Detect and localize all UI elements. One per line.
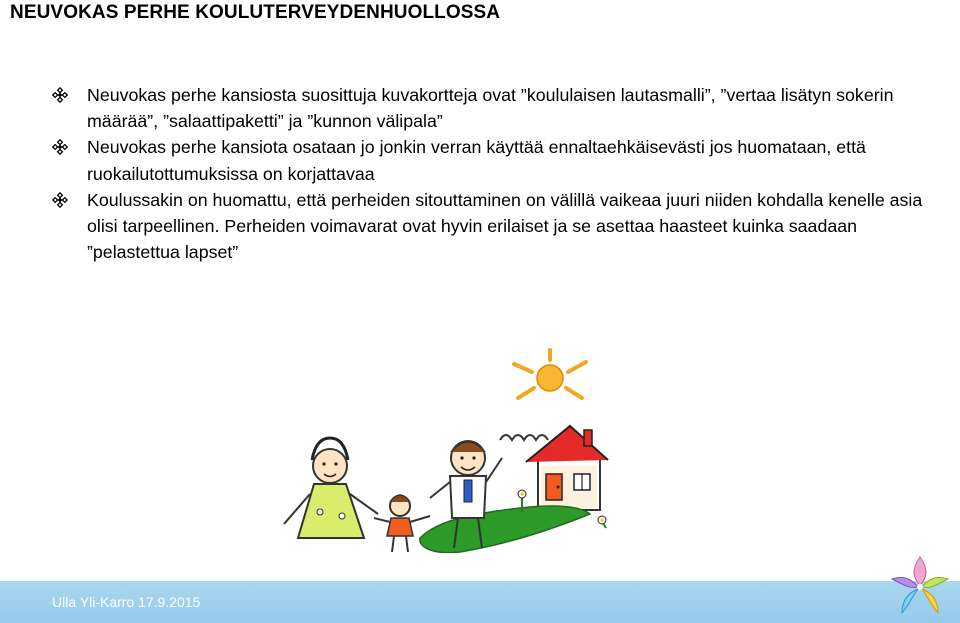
diamond-bullet-icon (52, 192, 68, 208)
page-title: NEUVOKAS PERHE KOULUTERVEYDENHUOLLOSSA (10, 2, 501, 23)
diamond-bullet-icon (52, 139, 68, 155)
flower-logo-icon (884, 553, 956, 621)
bullet-item-sitouttaminen (52, 187, 932, 266)
bullet-item-lautasmalli (52, 82, 932, 134)
bullet-text: Koulussakin on huomattu, että perheiden sitouttaminen on välillä vaikeaa juuri niiden kohdalla kenelle asia olisi tarpeellinen. Perheiden voimavarat ovat hyvin erilaiset ja se asettaa haasteet kuinka saadaan ”pelastettua lapset” (87, 189, 923, 263)
diamond-bullet-icon (52, 87, 68, 103)
bullet-list (52, 82, 932, 265)
footer-author-date: Ulla Yli-Karro 17.9.2015 (52, 594, 201, 610)
sun-icon (514, 350, 586, 398)
bullet-text: Neuvokas perhe kansiosta suosittuja kuvakortteja ovat ”koululaisen lautasmalli”, ”vertaa lisätyn sokerin määrää”, ”salaattipaketti” ja ”kunnon välipala” (87, 85, 894, 132)
bullet-item-ennaltaehkaisy (52, 134, 932, 186)
cloud-icon (500, 435, 548, 440)
mother-figure (284, 438, 378, 538)
house-icon (526, 426, 608, 510)
footer-bar (0, 581, 960, 623)
family-house-drawing (270, 348, 630, 553)
grass-icon (420, 506, 590, 553)
bullet-text: Neuvokas perhe kansiota osataan jo jonkin verran käyttää ennaltaehkäisevästi jos huomataan, että ruokailutottumuksissa on korjattavaa (87, 137, 866, 184)
